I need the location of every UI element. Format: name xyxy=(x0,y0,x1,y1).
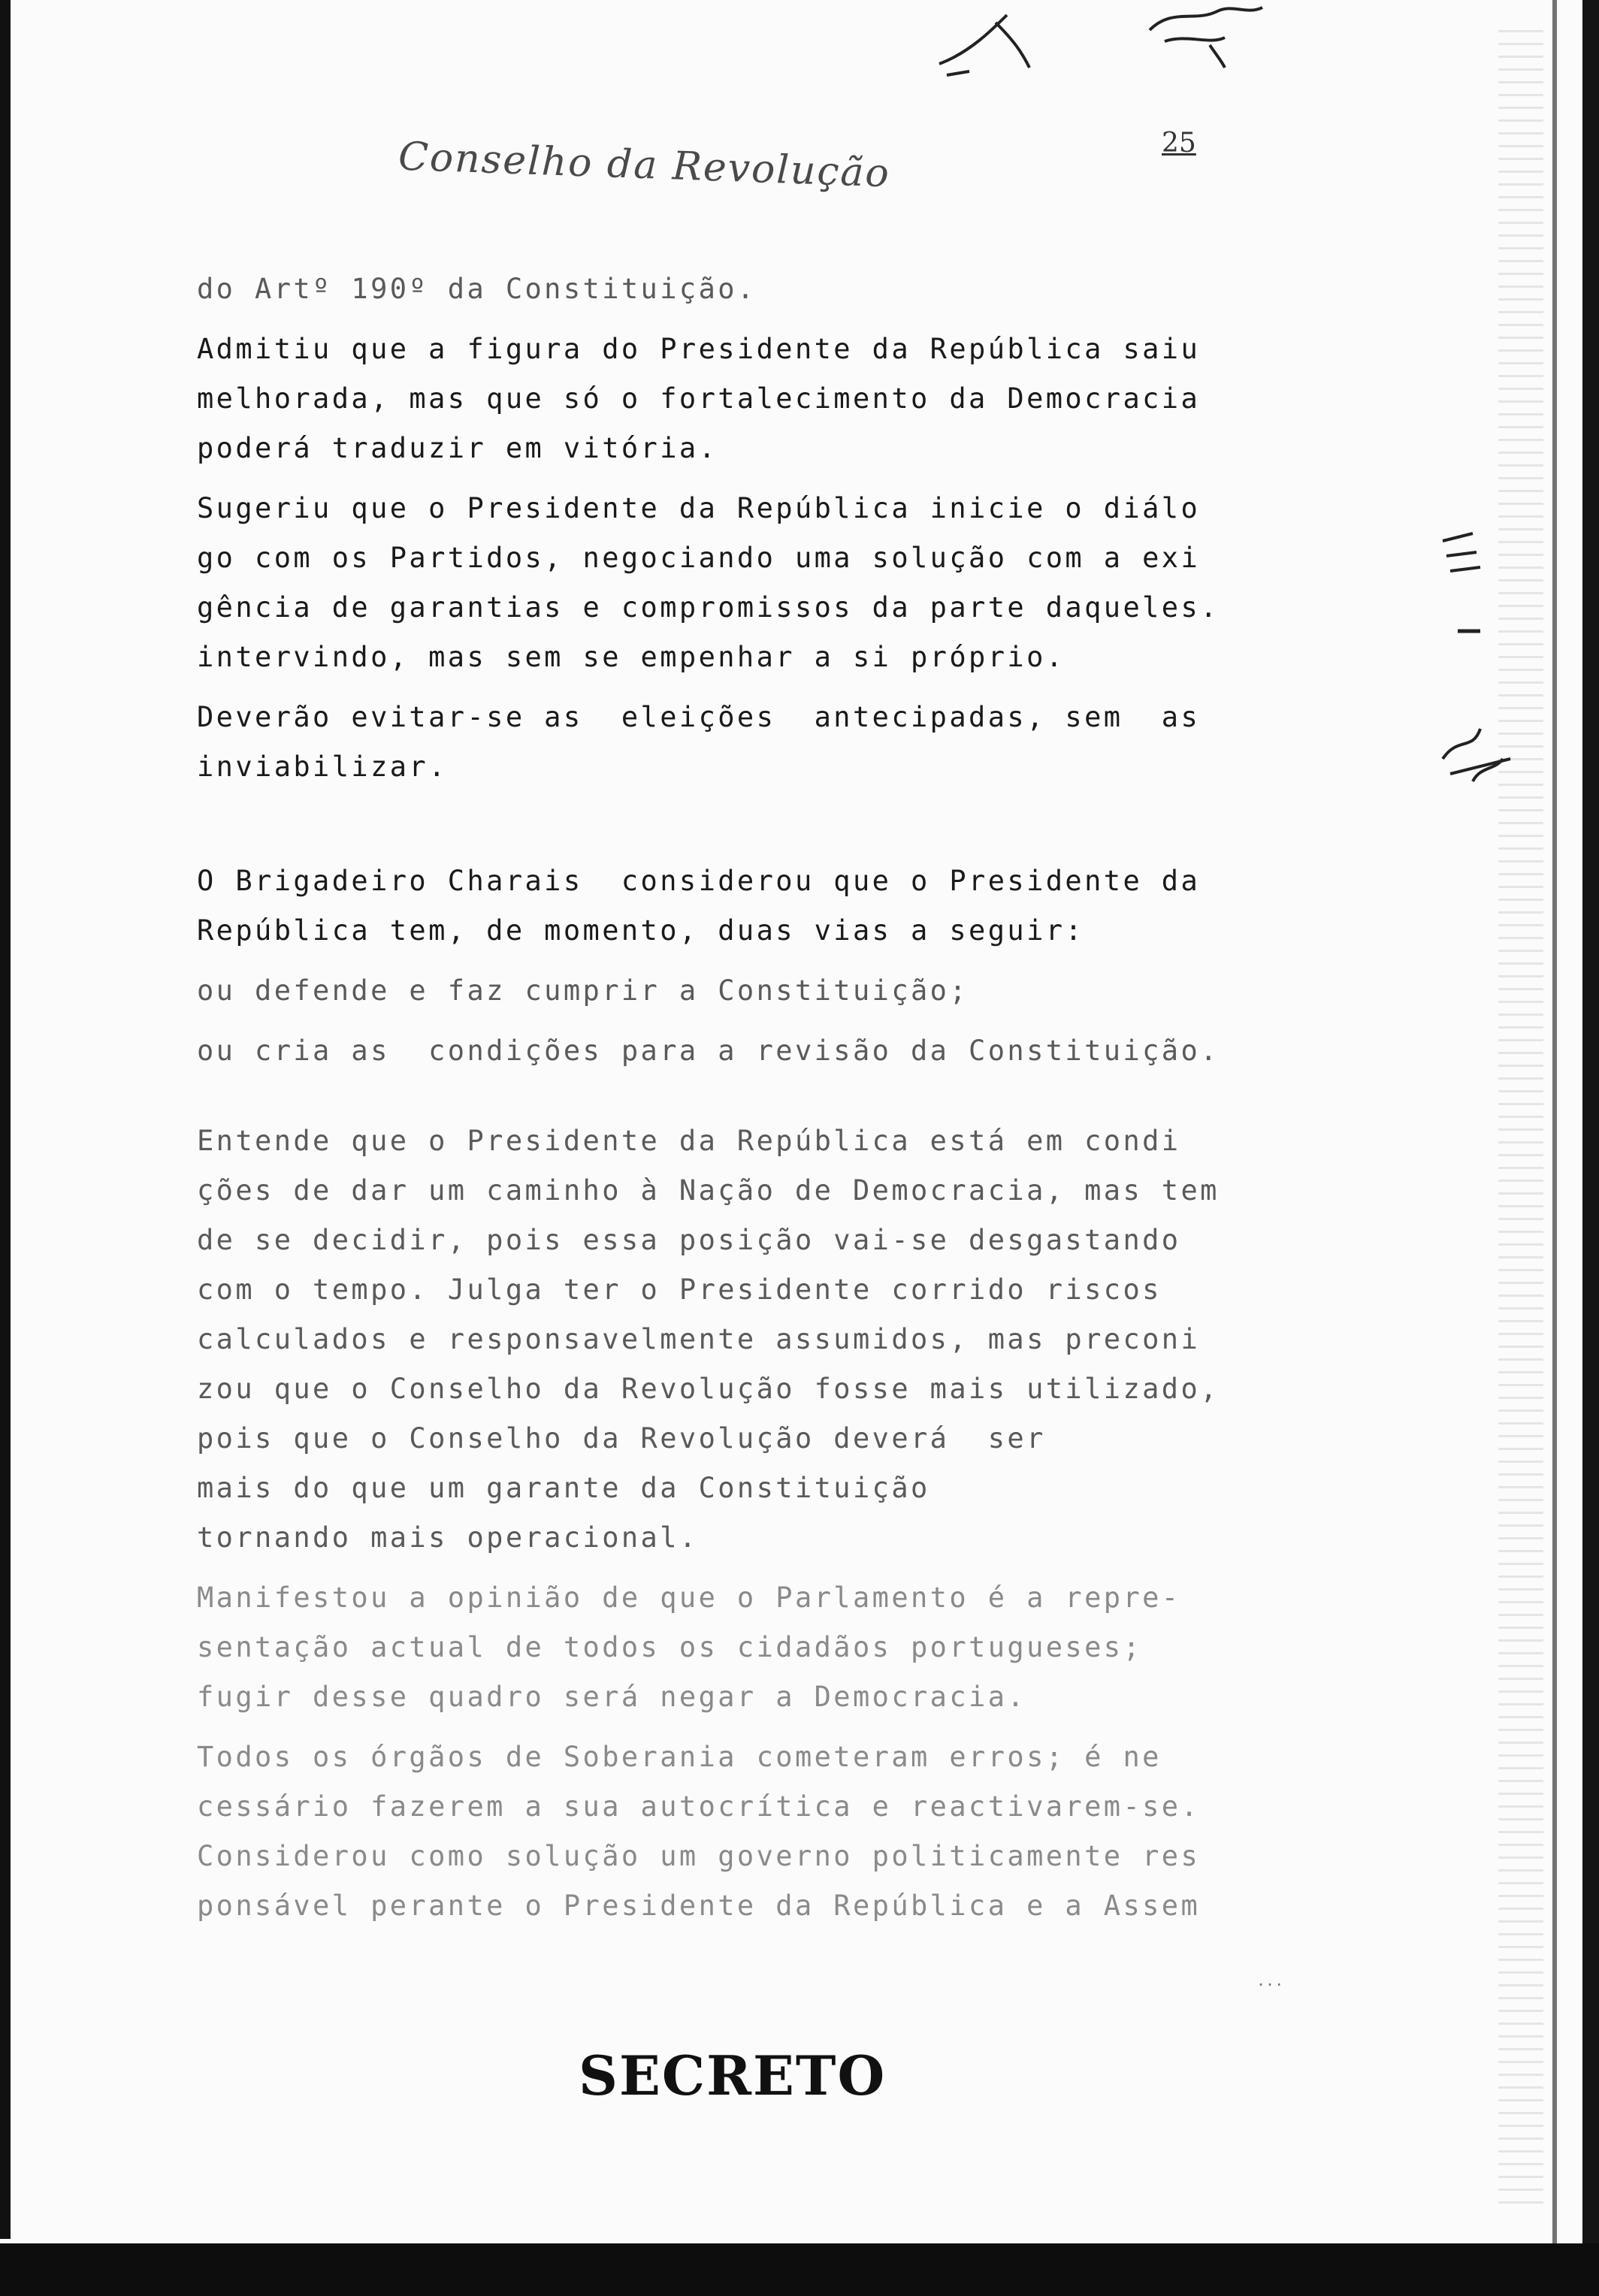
scan-edge-line xyxy=(1552,0,1557,2246)
paragraph: Admitiu que a figura do Presidente da República saiu melhorada, mas que só o fortalecimento da Democracia poderá traduzir em vitória. xyxy=(197,333,1201,464)
spacer xyxy=(197,1086,1226,1116)
paragraph: O Brigadeiro Charais considerou que o Presidente da República tem, de momento, duas vias a seguir: xyxy=(197,865,1201,947)
document-body xyxy=(197,264,1226,1941)
paragraph: ou cria as condições para a revisão da Constituição. xyxy=(197,1035,1220,1067)
paragraph: Sugeriu que o Presidente da República inicie o diálo go com os Partidos, negociando uma solução com a exi gência de garantias e compromissos da parte daqueles. intervindo, mas sem se empenhar a si próprio. xyxy=(197,492,1220,673)
paragraph: Deverão evitar-se as eleições antecipadas, sem as inviabilizar. xyxy=(197,701,1201,783)
paragraph: ou defende e faz cumprir a Constituição; xyxy=(197,974,969,1007)
paragraph: Entende que o Presidente da República está em condi ções de dar um caminho à Nação de Democracia, mas tem de se decidir, pois essa posição vai-se desgastando com o tempo. Julga ter o Presidente corrido riscos calculados e responsavelmente assumidos, mas preconi zou que o Conselho da Revolução fosse mais utilizado, pois que o Conselho da Revolução deverá ser mais do que um garante da Constituição tornando mais operacional. xyxy=(197,1125,1220,1554)
spacer xyxy=(197,802,1226,856)
page-number: 25 xyxy=(1162,128,1196,159)
page-header xyxy=(0,128,1599,195)
header-title: Conselho da Revolução xyxy=(397,134,891,197)
scan-edge-bottom xyxy=(0,2243,1599,2296)
continuation-note: ... xyxy=(1256,1971,1284,1989)
paragraph: Manifestou a opinião de que o Parlamento é a repre- sentação actual de todos os cidadãos portugueses; fugir desse quadro será negar a Democracia. xyxy=(197,1582,1181,1713)
scan-edge-right xyxy=(1582,0,1599,2296)
margin-annotations xyxy=(1428,511,1533,856)
classification-stamp: SECRETO xyxy=(579,2044,887,2107)
paragraph: do Artº 190º da Constituição. xyxy=(197,273,757,305)
handwritten-initials xyxy=(924,0,1285,83)
paragraph: Todos os órgãos de Soberania cometeram erros; é ne cessário fazerem a sua autocrítica e reactivarem-se. Considerou como solução um governo politicamente res ponsável perante o Presidente da República e a Assem xyxy=(197,1741,1201,1922)
scan-edge-left xyxy=(0,0,11,2239)
scan-noise xyxy=(1498,30,1543,2209)
